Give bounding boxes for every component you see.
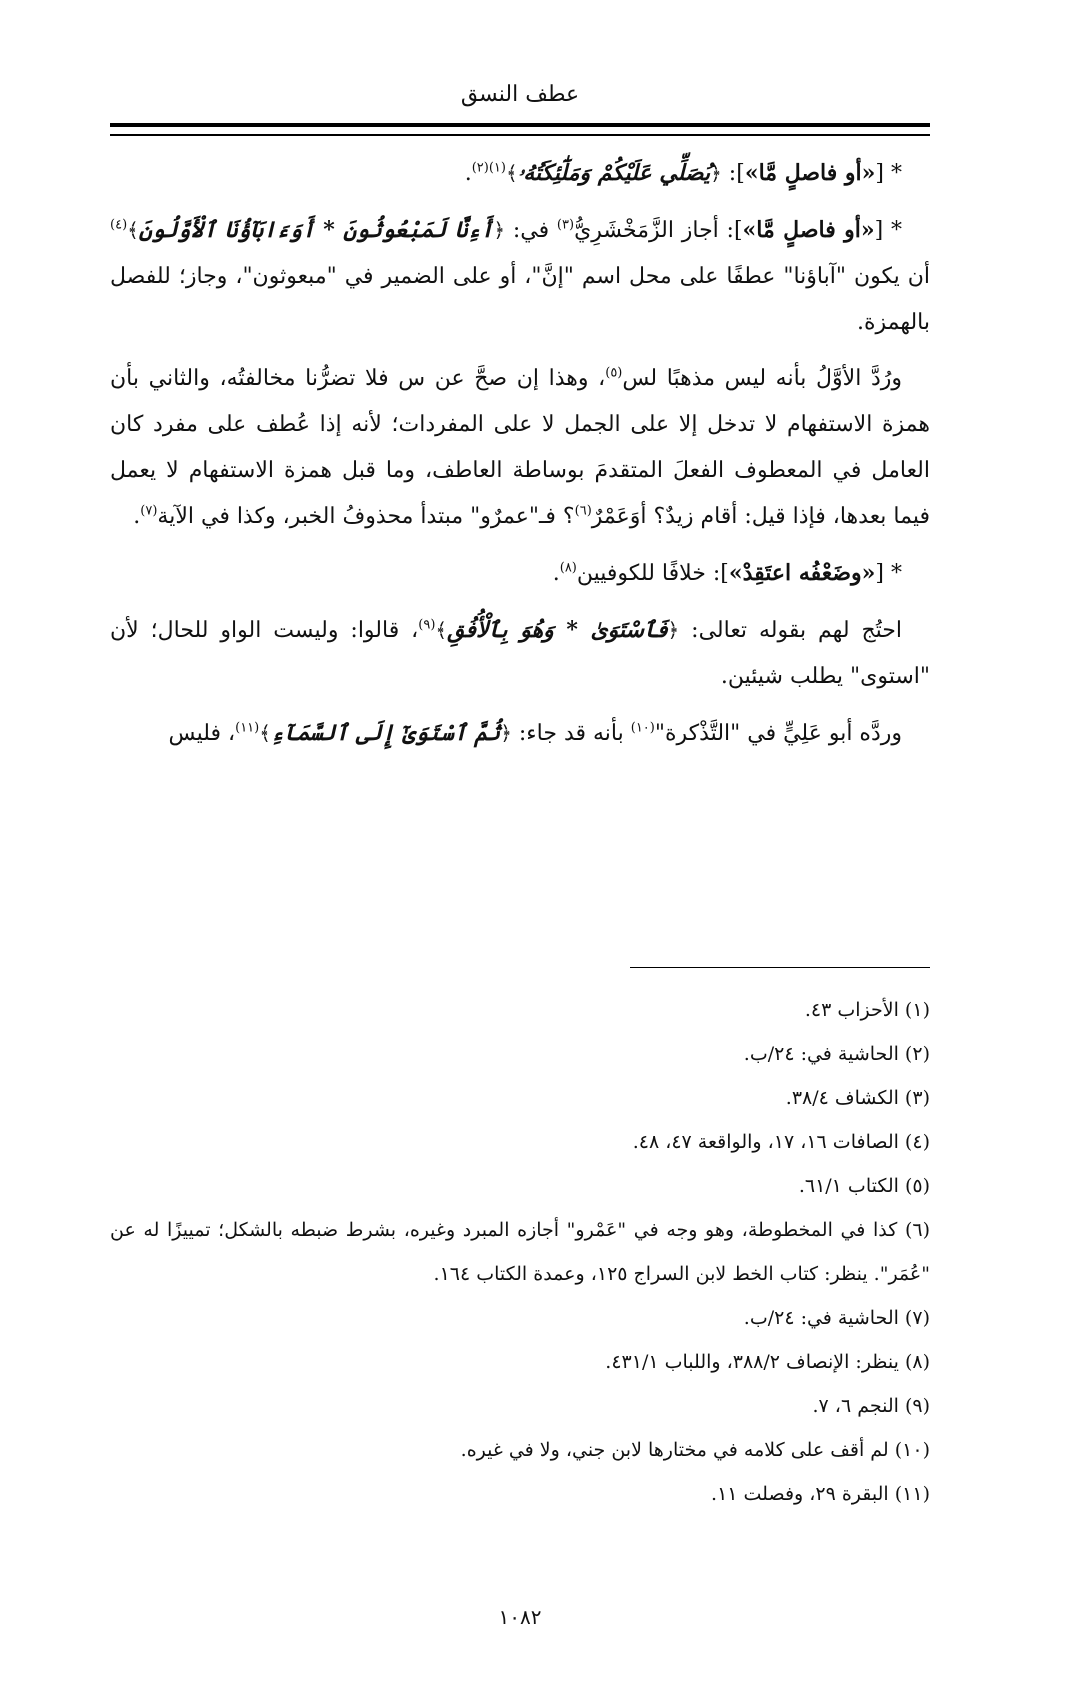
quran-bracket-open: ﴿ — [667, 618, 680, 642]
quran-bracket-close: ﴾ — [127, 218, 139, 242]
quran-bracket-close: ﴾ — [435, 618, 448, 642]
footnote-ref-5[interactable]: (٥) — [605, 365, 623, 381]
footnote-ref-7[interactable]: (٧) — [140, 503, 158, 519]
p2-lead: * [ — [874, 218, 902, 243]
p2-text-c: أن يكون "آباؤنا" عطفًا على محل اسم "إنَّ"، أو على الضمير في "مبعوثون"، وجاز؛ للفصل بالهمزة. — [110, 264, 930, 335]
footnote-ref-4[interactable]: (٤) — [110, 217, 128, 233]
p3-text-c: ؟ فـ"عمرٌو" مبتدأ محذوفُ الخبر، وكذا في الآية — [157, 504, 575, 529]
footnote-4: (٤) الصافات ١٦، ١٧، والواقعة ٤٧، ٤٨. — [632, 1131, 930, 1153]
footnote-3: (٣) الكشاف ٣٨/٤. — [785, 1087, 930, 1109]
footnote-ref-1-2[interactable]: (١)(٢) — [471, 160, 506, 176]
quran-bracket-open: ﴿ — [500, 721, 512, 745]
paragraph-3 — [110, 356, 930, 540]
footnote-ref-8[interactable]: (٨) — [559, 560, 577, 576]
footnote-10: (١٠) لم أقف على كلامه في مختارها لابن جني، ولا في غيره. — [460, 1439, 930, 1461]
header-rule-thick — [110, 123, 930, 127]
p5-verse: فَٱسْتَوَىٰ * وَهُوَ بِٱلْأُفُقِ — [447, 617, 668, 643]
p6-text-c: ، فليس — [168, 721, 236, 746]
p6-text-b: بأنه قد جاء: — [511, 721, 631, 746]
footnote-ref-11[interactable]: (١١) — [235, 720, 260, 736]
footnotes — [110, 988, 930, 1516]
p5-text-a: احتُج لهم بقوله تعالى: — [679, 618, 903, 643]
main-text — [110, 150, 930, 767]
running-title: عطف النسق — [460, 82, 580, 107]
footnote-7: (٧) الحاشية في: ٢٤/ب. — [743, 1307, 930, 1329]
p4-lemma: «وضَعْفُه اعتَقِدْ» — [728, 560, 876, 586]
footnote-8: (٨) ينظر: الإنصاف ٣٨٨/٢، واللباب ٤٣١/١. — [605, 1351, 930, 1373]
header-rule-thin — [110, 134, 930, 136]
p1-lemma: «أو فاصلٍ مَّا» — [744, 160, 876, 186]
p4-text-a: ]: خلافًا للكوفيين — [576, 561, 729, 586]
footnote-ref-6[interactable]: (٦) — [574, 503, 592, 519]
quran-bracket-close: ﴾ — [505, 161, 518, 185]
p1-lead: * [ — [875, 161, 902, 186]
p5-text-b: ، قالوا: وليست الواو للحال؛ لأن "استوى" يطلب شيئين. — [110, 618, 930, 689]
footnote-separator — [630, 967, 930, 968]
footnote-6: (٦) كذا في المخطوطة، وهو وجه في "عَمْرو" أجازه المبرد وغيره، بشرط ضبطه بالشكل؛ تمييزًا له عن "عُمَر". ينظر: كتاب الخط لابن السراج ١٢٥، وعمدة الكتاب ١٦٤. — [110, 1219, 930, 1285]
paragraph-5 — [110, 607, 930, 700]
p2-text-b: في: — [505, 218, 557, 243]
quran-bracket-open: ﴿ — [710, 161, 722, 185]
p1-verse: يُصَلِّي عَلَيْكُمْ وَمَلَٰٓئِكَتُهُۥ — [517, 160, 711, 186]
p2-text-a: ]: أجاز الزَّمَخْشَرِيُّ — [574, 218, 743, 243]
p4-end: . — [552, 561, 560, 586]
p4-lead: * [ — [875, 561, 902, 586]
footnote-ref-10[interactable]: (١٠) — [630, 720, 655, 736]
p3-text-d: . — [133, 504, 141, 529]
p6-text-a: وردَّه أبو عَلِيٍّ في "التَّذْكرة" — [654, 721, 902, 746]
paragraph-4 — [110, 550, 930, 597]
footnote-9: (٩) النجم ٦، ٧. — [812, 1395, 930, 1417]
paragraph-6 — [110, 710, 930, 757]
p1-after: ]: — [721, 161, 745, 186]
paragraph-2 — [110, 207, 930, 346]
p6-verse: ثُمَّ ٱسْتَوَىٰٓ إِلَى ٱلسَّمَآءِ — [270, 720, 501, 746]
footnote-5: (٥) الكتاب ٦١/١. — [798, 1175, 930, 1197]
p3-text-a: ورُدَّ الأوَّلُ بأنه ليس مذهبًا لس — [622, 366, 902, 391]
page-number: ١٠٨٢ — [498, 1605, 542, 1629]
p1-end: . — [464, 161, 472, 186]
footnote-11: (١١) البقرة ٢٩، وفصلت ١١. — [711, 1483, 930, 1505]
footnote-ref-3[interactable]: (٣) — [556, 217, 575, 233]
quran-bracket-open: ﴿ — [493, 218, 506, 242]
paragraph-1 — [110, 150, 930, 197]
footnote-2: (٢) الحاشية في: ٢٤/ب. — [743, 1043, 930, 1065]
footnote-ref-9[interactable]: (٩) — [418, 617, 436, 633]
footnote-1: (١) الأحزاب ٤٣. — [804, 999, 930, 1021]
p2-lemma: «أو فاصلٍ مَّا» — [742, 217, 875, 243]
p2-verse: أَءِنَّا لَمَبْعُوثُونَ * أَوَءَابَآؤُنَا ٱلْأَوَّلُونَ — [138, 217, 494, 243]
quran-bracket-close: ﴾ — [259, 721, 271, 745]
p3-text-b: ، وهذا إن صحَّ عن س فلا تضرُّنا مخالفتُه، والثاني بأن همزة الاستفهام لا تدخل إلا على الجمل لا على المفردات؛ لأنه إذا عُطف على مفرد كان العامل في المعطوف الفعلَ المتقدمَ بوساطة العاطف، وما قبل همزة الاستفهام لا يعمل فيما بعدها، فإذا قيل: أقام زيدٌ؟ أوَعَمْرٌ — [110, 366, 930, 529]
